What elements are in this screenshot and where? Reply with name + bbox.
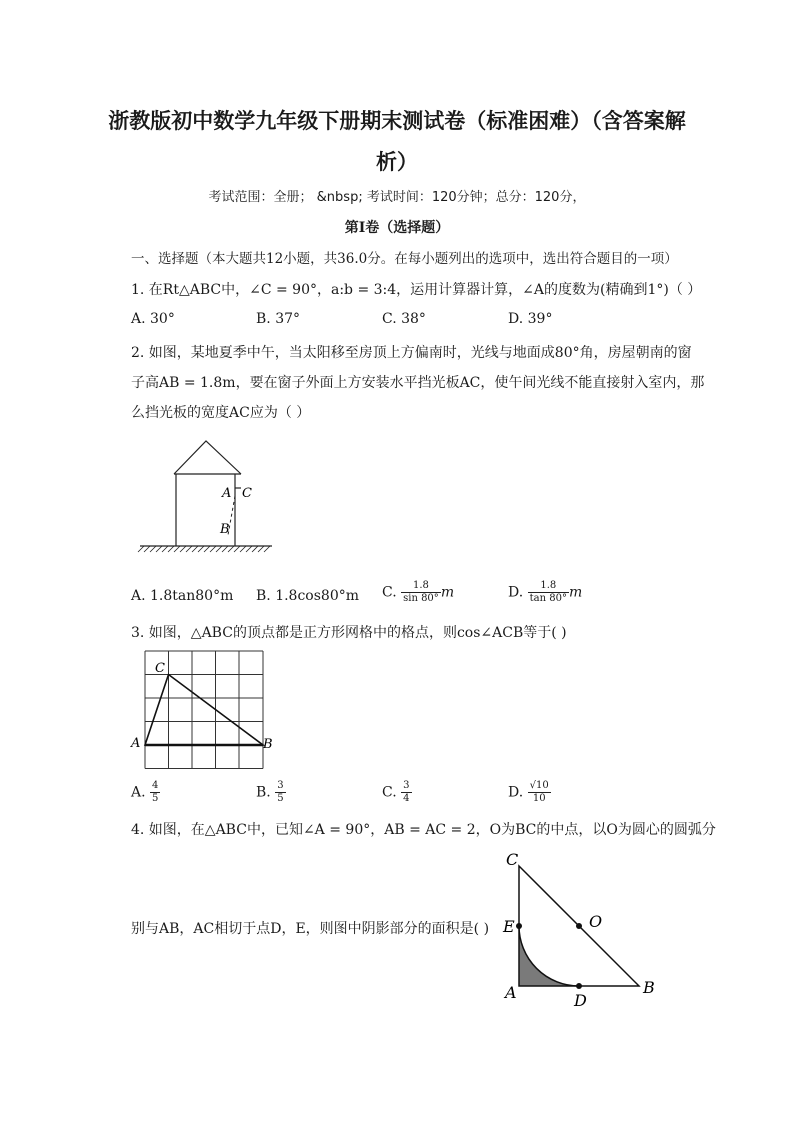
q2-option-d-prefix: D.	[508, 584, 524, 601]
q1-option-a[interactable]: A. 30°	[131, 311, 175, 327]
point-e	[516, 923, 522, 929]
q2-option-c-prefix: C.	[382, 584, 397, 601]
question-2-line-3: 么挡光板的宽度AC应为（ ）	[131, 405, 311, 421]
q2-option-c-fraction	[401, 580, 441, 605]
q3-option-d-prefix: D.	[508, 784, 524, 801]
q1-option-d[interactable]: D. 39°	[508, 311, 553, 327]
q1-option-c[interactable]: C. 38°	[382, 311, 426, 327]
fraction-denominator: tan 80°	[529, 593, 567, 604]
page-title-continued: 析）	[376, 149, 418, 174]
q1-option-b[interactable]: B. 37°	[256, 311, 301, 327]
q3-option-a-fraction	[150, 780, 160, 805]
fraction-denominator: 5	[152, 793, 159, 804]
label-e: E	[503, 917, 515, 936]
fraction-numerator: 4	[152, 780, 159, 791]
page-title: 浙教版初中数学九年级下册期末测试卷（标准困难）（含答案解	[108, 108, 686, 133]
exam-meta: 考试范围：全册； &nbsp; 考试时间：120分钟；总分：120分，	[208, 190, 586, 205]
q3-option-b-fraction	[275, 780, 285, 805]
label-b: B	[643, 978, 655, 997]
tangent-arc-figure	[495, 848, 665, 1014]
fraction-numerator: √10	[529, 780, 549, 791]
ground-hatching	[138, 546, 270, 552]
q3-option-c-fraction	[401, 780, 411, 805]
fraction-denominator: sin 80°	[403, 593, 439, 604]
fraction-denominator: 10	[532, 793, 546, 804]
q2-option-c[interactable]	[382, 580, 454, 605]
fraction-numerator: 3	[403, 780, 410, 791]
q3-option-d[interactable]	[508, 780, 551, 805]
shaded-region	[519, 926, 579, 986]
q3-option-c[interactable]	[382, 780, 412, 805]
q3-option-b-prefix: B.	[256, 784, 271, 801]
question-1-text: 1. 在Rt△ABC中，∠C = 90°，a:b = 3:4，运用计算器计算，∠A的度数为(精确到1°)（ ）	[131, 282, 702, 298]
question-4-line-2: 别与AB，AC相切于点D，E，则图中阴影部分的面积是( )	[131, 921, 490, 937]
grid-triangle-figure	[128, 648, 273, 774]
label-o: O	[589, 912, 603, 931]
label-c: C	[155, 661, 165, 676]
fraction-numerator: 1.8	[528, 580, 569, 593]
label-a: A	[505, 983, 517, 1002]
label-c: C	[506, 850, 519, 869]
volume-heading: 第I卷（选择题）	[344, 220, 450, 236]
point-d	[576, 983, 582, 989]
label-d: D	[574, 991, 587, 1010]
triangle-abc	[145, 675, 263, 746]
question-2-line-2: 子高AB = 1.8m，要在窗子外面上方安装水平挡光板AC，使午间光线不能直接射入室内，那	[131, 375, 705, 391]
section-heading: 一、选择题（本大题共12小题，共36.0分。在每小题列出的选项中，选出符合题目的一项）	[131, 251, 678, 267]
q2-option-d-unit: m	[568, 584, 583, 601]
q3-option-b[interactable]	[256, 780, 286, 805]
fraction-numerator: 1.8	[401, 580, 441, 593]
label-a: A	[222, 486, 232, 501]
fraction-numerator: 3	[277, 780, 284, 791]
q3-option-c-prefix: C.	[382, 784, 397, 801]
label-b: B	[263, 737, 273, 752]
question-4-line-1: 4. 如图，在△ABC中，已知∠A = 90°，AB = AC = 2，O为BC的中点，以O为圆心的圆弧分	[131, 822, 716, 838]
q3-option-a[interactable]	[131, 780, 160, 805]
q3-option-d-fraction	[528, 780, 551, 805]
label-b: B	[220, 522, 230, 537]
q2-option-d-fraction	[528, 580, 569, 605]
label-c: C	[242, 486, 252, 501]
label-a: A	[131, 736, 141, 751]
point-o	[576, 923, 582, 929]
question-2-line-1: 2. 如图，某地夏季中午，当太阳移至房顶上方偏南时，光线与地面成80°角，房屋朝南的窗	[131, 345, 692, 361]
q2-option-a[interactable]: A. 1.8tan80°m	[131, 588, 234, 604]
q2-option-b[interactable]: B. 1.8cos80°m	[256, 588, 359, 604]
fraction-denominator: 4	[403, 793, 410, 804]
fraction-denominator: 5	[277, 793, 284, 804]
question-3-text: 3. 如图，△ABC的顶点都是正方形网格中的格点，则cos∠ACB等于( )	[131, 625, 567, 641]
house-figure	[138, 436, 278, 552]
q3-option-a-prefix: A.	[131, 784, 146, 801]
roof-outline	[174, 441, 241, 474]
q2-option-d[interactable]	[508, 580, 582, 605]
q2-option-c-unit: m	[440, 584, 455, 601]
